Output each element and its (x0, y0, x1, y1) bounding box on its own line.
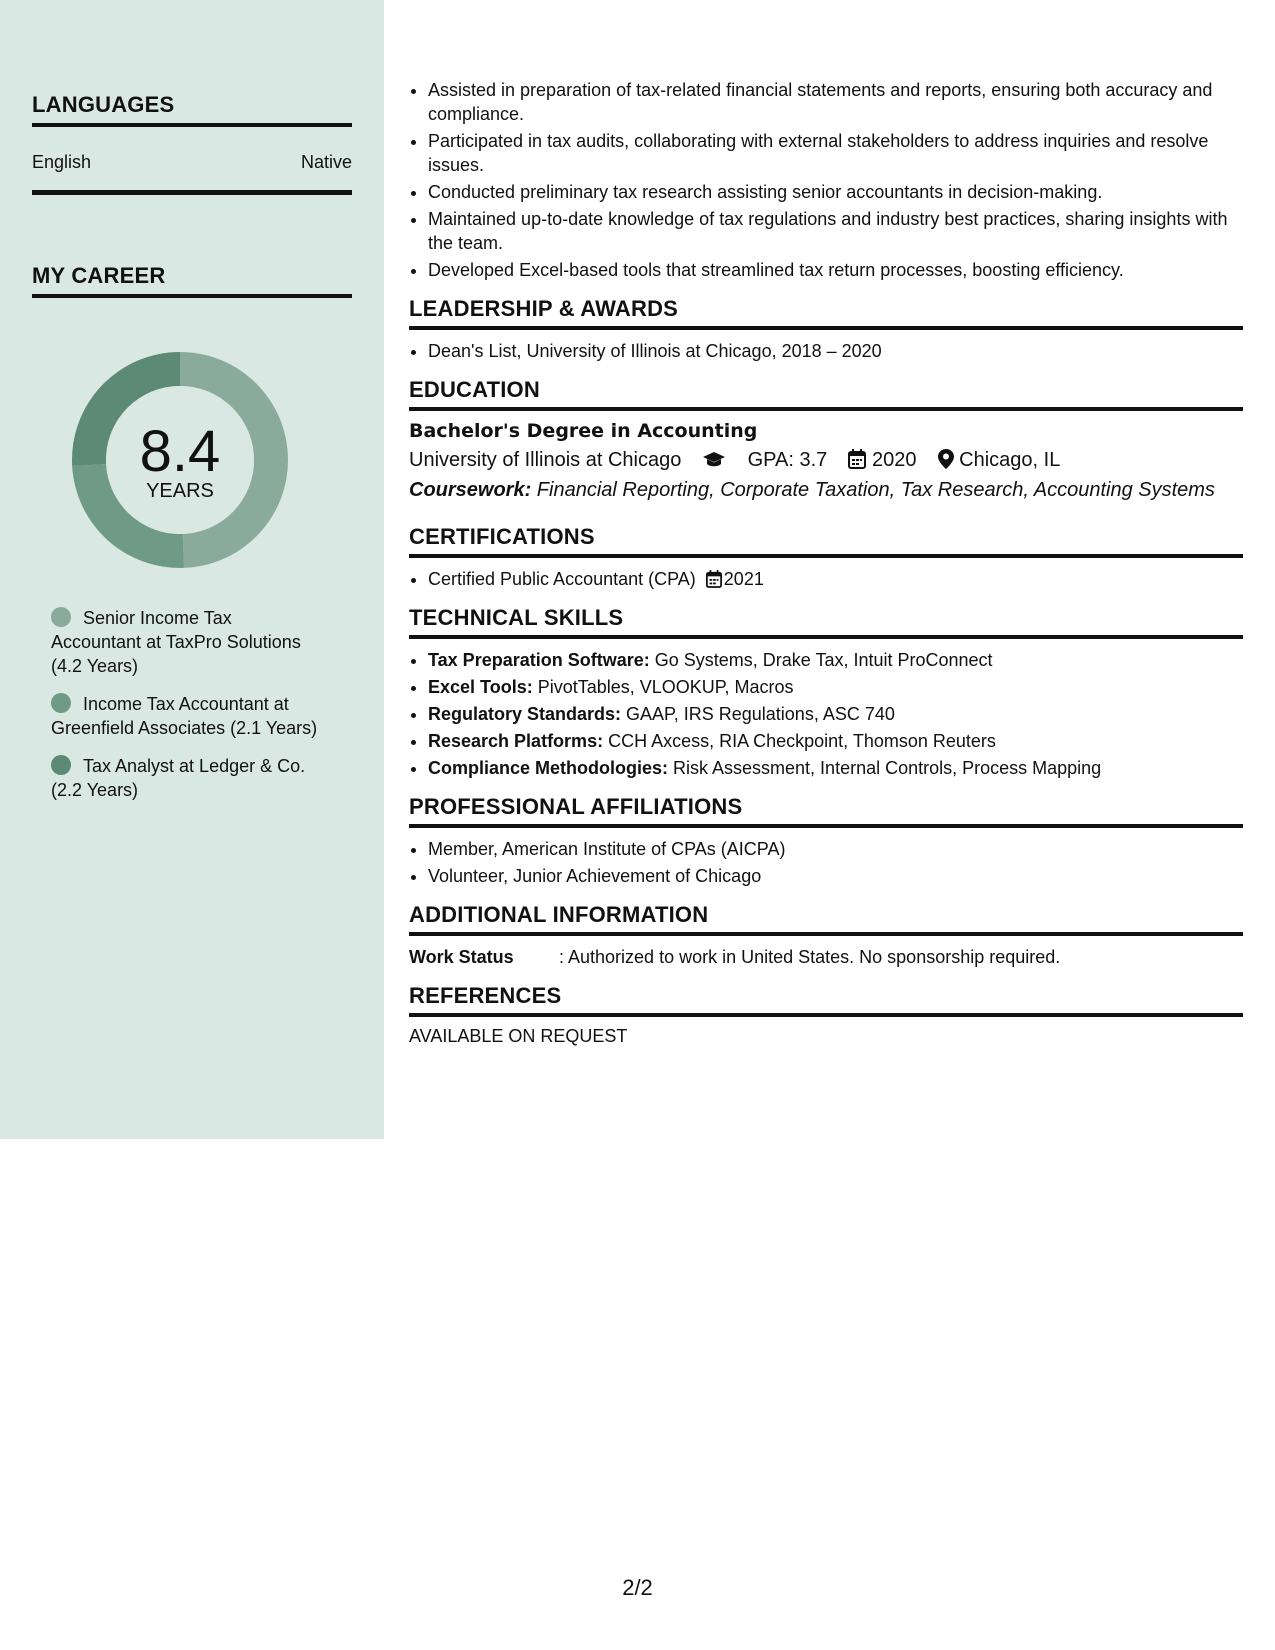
coursework-label: Coursework: (409, 479, 532, 501)
career-entry (51, 754, 321, 802)
skill-label: Tax Preparation Software: (428, 650, 650, 670)
skill-value: Risk Assessment, Internal Controls, Process Mapping (668, 758, 1102, 778)
education-location: Chicago, IL (959, 449, 1061, 471)
skill-value: CCH Axcess, RIA Checkpoint, Thomson Reuters (603, 731, 996, 751)
work-status-value: : Authorized to work in United States. No sponsorship required. (559, 947, 1061, 967)
leadership-item: • Dean's List, University of Illinois at Chicago, 2018 – 2020 (428, 339, 1243, 363)
work-status-row (409, 945, 1243, 969)
legend-dot-icon (51, 755, 71, 775)
career-heading: MY CAREER (32, 263, 352, 298)
skill-item (428, 729, 1243, 753)
skill-label: Research Platforms: (428, 731, 604, 751)
leadership-heading: LEADERSHIP & AWARDS (409, 296, 1243, 330)
page-number: 2/2 (622, 1575, 653, 1600)
experience-bullet: • Developed Excel-based tools that streamlined tax return processes, boosting efficiency. (428, 258, 1243, 282)
language-level: Native (300, 152, 352, 172)
calendar-icon (706, 567, 722, 591)
education-gpa: GPA: 3.7 (747, 449, 828, 471)
career-entry-label: Income Tax Accountant at Greenfield Associates (2.1 Years) (51, 694, 318, 738)
affiliation-item: • Volunteer, Junior Achievement of Chicago (428, 864, 1243, 888)
legend-dot-icon (51, 693, 71, 713)
sidebar (0, 0, 384, 1139)
graduation-cap-icon (702, 449, 726, 471)
certifications-heading: CERTIFICATIONS (409, 524, 1243, 558)
education-heading: EDUCATION (409, 377, 1243, 411)
skill-item (428, 675, 1243, 699)
work-status-label: Work Status (409, 947, 514, 967)
skills-heading: TECHNICAL SKILLS (409, 605, 1243, 639)
leadership-list (409, 339, 1243, 363)
languages-heading: LANGUAGES (32, 92, 352, 127)
skill-item (428, 756, 1243, 780)
education-year: 2020 (871, 449, 917, 471)
legend-dot-icon (51, 607, 71, 627)
education-school: University of Illinois at Chicago (409, 449, 682, 471)
map-pin-icon (938, 449, 954, 471)
references-heading: REFERENCES (409, 983, 1243, 1017)
career-entry-label: Senior Income Tax Accountant at TaxPro Solutions (4.2 Years) (51, 608, 301, 676)
career-total-unit: YEARS (146, 480, 214, 502)
certification-name: Certified Public Accountant (CPA) (428, 569, 696, 589)
experience-bullet: • Conducted preliminary tax research assisting senior accountants in decision-making. (428, 180, 1243, 204)
experience-bullet: • Participated in tax audits, collaborating with external stakeholders to address inquiries and resolve issues. (428, 129, 1243, 177)
language-row (32, 152, 352, 195)
calendar-icon (848, 449, 866, 471)
experience-bullets (409, 78, 1243, 282)
certification-item (428, 567, 1243, 591)
education-coursework (409, 479, 1243, 502)
skill-value: GAAP, IRS Regulations, ASC 740 (621, 704, 895, 724)
experience-bullet: • Assisted in preparation of tax-related financial statements and reports, ensuring both accuracy and compliance. (428, 78, 1243, 126)
certification-year: 2021 (723, 569, 764, 589)
career-legend (51, 606, 321, 816)
references-text: AVAILABLE ON REQUEST (409, 1026, 628, 1046)
skill-value: PivotTables, VLOOKUP, Macros (532, 677, 794, 697)
career-total-years: 8.4 (139, 419, 221, 484)
skills-list (409, 648, 1243, 780)
additional-info-heading: ADDITIONAL INFORMATION (409, 902, 1243, 936)
skill-label: Compliance Methodologies: (428, 758, 669, 778)
affiliations-list (409, 837, 1243, 888)
affiliations-heading: PROFESSIONAL AFFILIATIONS (409, 794, 1243, 828)
main-content (409, 78, 1243, 1047)
career-entry (51, 692, 321, 740)
skill-label: Regulatory Standards: (428, 704, 622, 724)
career-entry (51, 606, 321, 678)
career-entry-label: Tax Analyst at Ledger & Co. (2.2 Years) (51, 756, 306, 800)
education-details (409, 449, 1243, 472)
skill-item (428, 702, 1243, 726)
language-name: English (32, 152, 92, 172)
coursework-list: Financial Reporting, Corporate Taxation, Tax Research, Accounting Systems (531, 479, 1215, 501)
education-degree: Bachelor's Degree in Accounting (409, 420, 758, 442)
skill-value: Go Systems, Drake Tax, Intuit ProConnect (649, 650, 993, 670)
affiliation-item: • Member, American Institute of CPAs (AICPA) (428, 837, 1243, 861)
skill-label: Excel Tools: (428, 677, 533, 697)
certifications-list (409, 567, 1243, 591)
experience-bullet: • Maintained up-to-date knowledge of tax regulations and industry best practices, sharing insights with the team. (428, 207, 1243, 255)
skill-item (428, 648, 1243, 672)
